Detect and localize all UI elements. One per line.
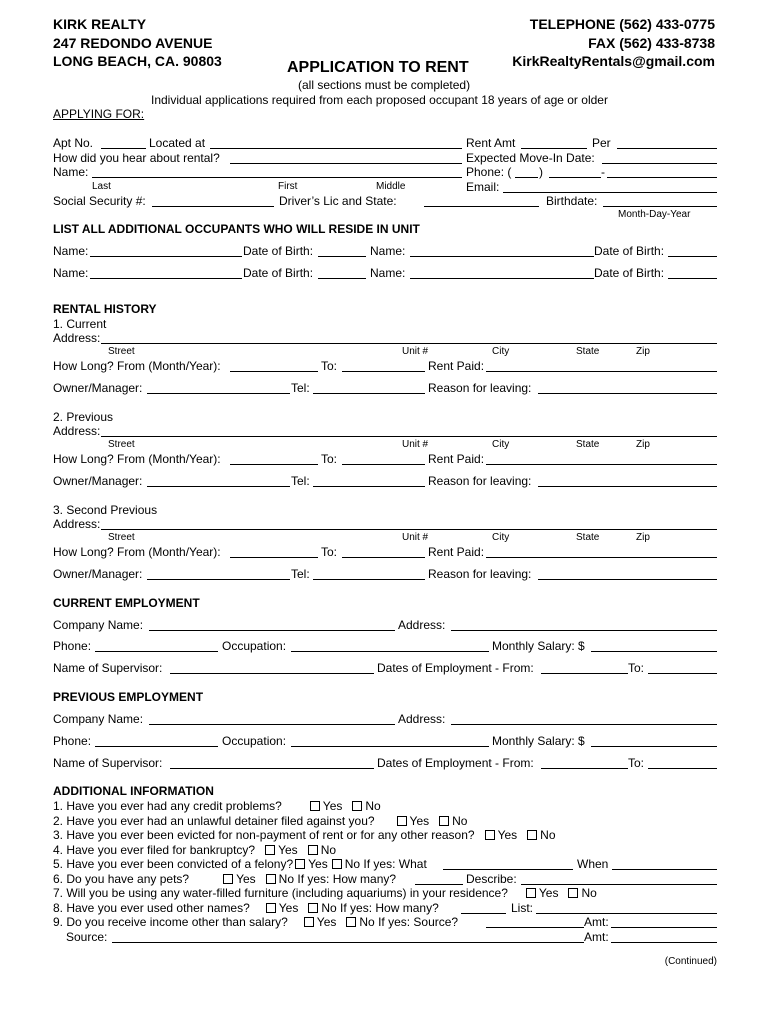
yes-label: Yes — [497, 828, 518, 842]
occupant-dob-label: Date of Birth: — [243, 266, 314, 280]
phone-label: Phone: ( — [466, 165, 512, 179]
employment-to-label: To: — [628, 661, 645, 675]
employment-from-field[interactable] — [541, 673, 628, 674]
company-name-label: Company Name: — [53, 712, 144, 726]
question-6-how-many-label: If yes: How many? — [297, 872, 397, 886]
name-field[interactable] — [92, 177, 462, 178]
occupant-dob-field[interactable] — [318, 278, 366, 279]
question-8-no-checkbox[interactable] — [308, 903, 318, 913]
previous-employment-heading: PREVIOUS EMPLOYMENT — [53, 690, 204, 704]
reason-label: Reason for leaving: — [428, 381, 532, 395]
question-4-no-checkbox[interactable] — [308, 845, 318, 855]
reason-label: Reason for leaving: — [428, 567, 532, 581]
street-sublabel: Street — [108, 439, 135, 450]
supervisor-field[interactable] — [170, 768, 374, 769]
rental-history-heading: RENTAL HISTORY — [53, 302, 157, 316]
occupant-name-label: Name: — [53, 244, 89, 258]
question-5-what-label: If yes: What — [363, 857, 427, 871]
rent-paid-label: Rent Paid: — [428, 452, 485, 466]
question-6 — [53, 872, 396, 886]
question-3-yes-checkbox[interactable] — [485, 830, 495, 840]
to-label: To: — [321, 359, 338, 373]
employment-from-field[interactable] — [541, 768, 628, 769]
unit-sublabel: Unit # — [402, 439, 429, 450]
company-address-line2: LONG BEACH, CA. 90803 — [53, 53, 222, 69]
street-sublabel: Street — [108, 532, 135, 543]
rental-previous-label: 2. Previous — [53, 410, 114, 424]
per-label: Per — [592, 136, 611, 150]
tel-field[interactable] — [313, 393, 425, 394]
rental-address-label: Address: — [53, 424, 101, 438]
state-sublabel: State — [576, 346, 600, 357]
supervisor-label: Name of Supervisor: — [53, 661, 163, 675]
rental-address-label: Address: — [53, 517, 101, 531]
question-9 — [53, 915, 458, 929]
question-6-describe-label: Describe: — [466, 872, 517, 886]
yes-label: Yes — [278, 843, 298, 857]
question-9-amt-field[interactable] — [611, 927, 717, 928]
question-1-no-checkbox[interactable] — [352, 801, 362, 811]
monthly-salary-label: Monthly Salary: $ — [492, 639, 585, 653]
supervisor-field[interactable] — [170, 673, 374, 674]
street-sublabel: Street — [108, 346, 135, 357]
phone-area-field[interactable] — [515, 177, 538, 178]
occupant-dob-label: Date of Birth: — [243, 244, 314, 258]
source-amt-field[interactable] — [611, 942, 717, 943]
rent-paid-field[interactable] — [486, 557, 717, 558]
question-8-how-many-field[interactable] — [461, 913, 506, 914]
employment-dates-label: Dates of Employment - From: — [377, 661, 534, 675]
rent-amt-label: Rent Amt — [466, 136, 516, 150]
move-in-label: Expected Move-In Date: — [466, 151, 595, 165]
rental-address-label: Address: — [53, 331, 101, 345]
drivers-license-field[interactable] — [424, 206, 539, 207]
tel-field[interactable] — [313, 486, 425, 487]
rental-current-label: 1. Current — [53, 317, 107, 331]
rent-paid-label: Rent Paid: — [428, 359, 485, 373]
how-long-to-field[interactable] — [342, 464, 425, 465]
employer-address-field[interactable] — [451, 630, 717, 631]
continued-note: (Continued) — [664, 956, 717, 967]
yes-label: Yes — [538, 886, 559, 900]
question-5-what-field[interactable] — [443, 869, 573, 870]
question-7 — [53, 886, 597, 900]
question-8 — [53, 901, 439, 915]
occupant-name-label: Name: — [370, 266, 406, 280]
no-label: No — [344, 857, 361, 871]
reason-field[interactable] — [538, 393, 717, 394]
owner-manager-field[interactable] — [147, 579, 290, 580]
unit-sublabel: Unit # — [402, 346, 429, 357]
monthly-salary-field[interactable] — [591, 746, 717, 747]
owner-manager-label: Owner/Manager: — [53, 381, 143, 395]
birthdate-field[interactable] — [603, 206, 717, 207]
question-9-source-field[interactable] — [486, 927, 584, 928]
question-3 — [53, 828, 556, 842]
occupant-dob-field[interactable] — [668, 256, 717, 257]
amt-label: Amt: — [584, 930, 609, 944]
question-8-list-field[interactable] — [536, 913, 717, 914]
owner-manager-label: Owner/Manager: — [53, 567, 143, 581]
to-label: To: — [321, 545, 338, 559]
employer-phone-field[interactable] — [95, 746, 218, 747]
question-1 — [53, 799, 381, 813]
current-employment-heading: CURRENT EMPLOYMENT — [53, 596, 200, 610]
employment-to-field[interactable] — [648, 673, 717, 674]
company-name-field[interactable] — [149, 630, 395, 631]
rent-amt-field[interactable] — [521, 148, 587, 149]
middle-sublabel: Middle — [376, 181, 406, 192]
per-field[interactable] — [617, 148, 717, 149]
ssn-label: Social Security #: — [53, 194, 146, 208]
company-address-line1: 247 REDONDO AVENUE — [53, 35, 213, 51]
occupants-heading: LIST ALL ADDITIONAL OCCUPANTS WHO WILL RESIDE IN UNIT — [53, 222, 420, 236]
question-6-describe-field[interactable] — [521, 884, 717, 885]
employment-to-field[interactable] — [648, 768, 717, 769]
source-label: Source: — [66, 930, 108, 944]
question-8-how-many-label: If yes: How many? — [340, 901, 439, 915]
first-sublabel: First — [278, 181, 298, 192]
no-label: No — [321, 901, 337, 915]
drivers-license-label: Driver’s Lic and State: — [279, 194, 397, 208]
occupation-label: Occupation: — [222, 639, 287, 653]
company-email: KirkRealtyRentals@gmail.com — [512, 53, 715, 69]
question-9-yes-checkbox[interactable] — [304, 917, 314, 927]
occupant-dob-label: Date of Birth: — [594, 266, 665, 280]
question-5-yes-checkbox[interactable] — [295, 859, 305, 869]
occupant-dob-field[interactable] — [668, 278, 717, 279]
question-4 — [53, 843, 336, 857]
how-long-label: How Long? From (Month/Year): — [53, 545, 221, 559]
company-name: KIRK REALTY — [53, 16, 147, 32]
phone-prefix-field[interactable] — [549, 177, 601, 178]
reason-label: Reason for leaving: — [428, 474, 532, 488]
form-title: APPLICATION TO RENT — [287, 59, 469, 76]
question-2-text: 2. Have you ever had an unlawful detainer filed against you? — [53, 814, 375, 828]
question-4-text: 4. Have you ever filed for bankruptcy? — [53, 843, 256, 857]
occupant-name-field[interactable] — [410, 278, 594, 279]
rental-address-field[interactable] — [101, 343, 717, 344]
how-long-to-field[interactable] — [342, 371, 425, 372]
question-2-no-checkbox[interactable] — [439, 816, 449, 826]
owner-manager-label: Owner/Manager: — [53, 474, 143, 488]
how-long-label: How Long? From (Month/Year): — [53, 359, 221, 373]
occupation-field[interactable] — [291, 746, 489, 747]
employer-phone-label: Phone: — [53, 639, 92, 653]
question-9-text: 9. Do you receive income other than salary? — [53, 915, 288, 929]
rental-address-field[interactable] — [101, 436, 717, 437]
employer-address-field[interactable] — [451, 724, 717, 725]
question-8-list-label: List: — [511, 901, 534, 915]
question-8-yes-checkbox[interactable] — [266, 903, 276, 913]
question-8-text: 8. Have you ever used other names? — [53, 901, 250, 915]
city-sublabel: City — [492, 346, 510, 357]
amt-label: Amt: — [584, 915, 609, 929]
question-5 — [53, 857, 427, 871]
occupation-field[interactable] — [291, 651, 489, 652]
question-6-no-checkbox[interactable] — [266, 874, 276, 884]
rent-paid-field[interactable] — [486, 371, 717, 372]
city-sublabel: City — [492, 532, 510, 543]
move-in-field[interactable] — [602, 163, 717, 164]
heard-label: How did you hear about rental? — [53, 151, 220, 165]
company-fax: FAX (562) 433-8738 — [588, 35, 715, 51]
tel-field[interactable] — [313, 579, 425, 580]
rent-paid-label: Rent Paid: — [428, 545, 485, 559]
zip-sublabel: Zip — [636, 532, 650, 543]
phone-close-paren: ) — [539, 165, 543, 179]
question-1-text: 1. Have you ever had any credit problems? — [53, 799, 282, 813]
located-at-label: Located at — [149, 136, 206, 150]
birthdate-label: Birthdate: — [546, 194, 598, 208]
heard-field[interactable] — [230, 163, 462, 164]
how-long-from-field[interactable] — [230, 371, 318, 372]
yes-label: Yes — [308, 857, 328, 871]
occupant-name-label: Name: — [53, 266, 89, 280]
question-6-how-many-field[interactable] — [415, 884, 463, 885]
yes-label: Yes — [278, 901, 299, 915]
occupant-name-field[interactable] — [90, 278, 242, 279]
question-3-text: 3. Have you ever been evicted for non-payment of rent or for any other reason? — [53, 828, 475, 842]
zip-sublabel: Zip — [636, 346, 650, 357]
monthly-salary-label: Monthly Salary: $ — [492, 734, 585, 748]
question-5-when-field[interactable] — [612, 869, 717, 870]
question-2 — [53, 814, 467, 828]
question-7-text: 7. Will you be using any water-filled furniture (including aquariums) in your residence? — [53, 886, 508, 900]
apt-no-field[interactable] — [101, 148, 146, 149]
yes-label: Yes — [316, 915, 337, 929]
no-label: No — [278, 872, 295, 886]
question-7-no-checkbox[interactable] — [568, 888, 578, 898]
occupant-dob-label: Date of Birth: — [594, 244, 665, 258]
question-6-yes-checkbox[interactable] — [223, 874, 233, 884]
owner-manager-field[interactable] — [147, 486, 290, 487]
zip-sublabel: Zip — [636, 439, 650, 450]
question-5-text: 5. Have you ever been convicted of a felony? — [53, 857, 294, 871]
employer-address-label: Address: — [398, 618, 446, 632]
question-5-when-label: When — [577, 857, 609, 871]
owner-manager-field[interactable] — [147, 393, 290, 394]
reason-field[interactable] — [538, 486, 717, 487]
state-sublabel: State — [576, 439, 600, 450]
occupation-label: Occupation: — [222, 734, 287, 748]
reason-field[interactable] — [538, 579, 717, 580]
monthly-salary-field[interactable] — [591, 651, 717, 652]
unit-sublabel: Unit # — [402, 532, 429, 543]
name-label: Name: — [53, 165, 89, 179]
question-4-yes-checkbox[interactable] — [265, 845, 275, 855]
tel-label: Tel: — [291, 381, 310, 395]
occupant-dob-field[interactable] — [318, 256, 366, 257]
yes-label: Yes — [236, 872, 256, 886]
source-field[interactable] — [112, 942, 584, 943]
employer-address-label: Address: — [398, 712, 446, 726]
how-long-from-field[interactable] — [230, 557, 318, 558]
occupant-name-label: Name: — [370, 244, 406, 258]
question-2-yes-checkbox[interactable] — [397, 816, 407, 826]
occupant-name-field[interactable] — [90, 256, 242, 257]
apt-no-label: Apt No. — [53, 136, 94, 150]
question-9-no-checkbox[interactable] — [346, 917, 356, 927]
no-label: No — [365, 799, 381, 813]
no-label: No — [359, 915, 375, 929]
company-telephone: TELEPHONE (562) 433-0775 — [529, 16, 715, 32]
no-label: No — [452, 814, 468, 828]
company-name-field[interactable] — [149, 724, 395, 725]
no-label: No — [581, 886, 597, 900]
question-7-yes-checkbox[interactable] — [526, 888, 536, 898]
question-3-no-checkbox[interactable] — [527, 830, 537, 840]
how-long-label: How Long? From (Month/Year): — [53, 452, 221, 466]
employment-dates-label: Dates of Employment - From: — [377, 756, 534, 770]
yes-label: Yes — [409, 814, 430, 828]
how-long-from-field[interactable] — [230, 464, 318, 465]
located-at-field[interactable] — [210, 148, 462, 149]
rent-paid-field[interactable] — [486, 464, 717, 465]
form-note-individual: Individual applications required from each proposed occupant 18 years of age or older — [151, 93, 608, 107]
state-sublabel: State — [576, 532, 600, 543]
rental-address-field[interactable] — [101, 529, 717, 530]
occupant-name-field[interactable] — [410, 256, 594, 257]
ssn-field[interactable] — [152, 206, 274, 207]
question-5-no-checkbox[interactable] — [332, 859, 342, 869]
question-1-yes-checkbox[interactable] — [310, 801, 320, 811]
company-name-label: Company Name: — [53, 618, 144, 632]
phone-dash: - — [601, 165, 605, 179]
yes-label: Yes — [322, 799, 343, 813]
month-day-year-sublabel: Month-Day-Year — [618, 209, 691, 220]
question-6-text: 6. Do you have any pets? — [53, 872, 190, 886]
city-sublabel: City — [492, 439, 510, 450]
applying-for-label: APPLYING FOR: — [53, 107, 145, 121]
employment-to-label: To: — [628, 756, 645, 770]
question-9-source-label: If yes: Source? — [378, 915, 459, 929]
last-sublabel: Last — [92, 181, 111, 192]
tel-label: Tel: — [291, 567, 310, 581]
additional-info-heading: ADDITIONAL INFORMATION — [53, 784, 214, 798]
employer-phone-field[interactable] — [95, 651, 218, 652]
email-field[interactable] — [503, 192, 717, 193]
supervisor-label: Name of Supervisor: — [53, 756, 163, 770]
tel-label: Tel: — [291, 474, 310, 488]
no-label: No — [320, 843, 337, 857]
form-note-sections: (all sections must be completed) — [298, 78, 471, 92]
employer-phone-label: Phone: — [53, 734, 92, 748]
email-label: Email: — [466, 180, 500, 194]
phone-number-field[interactable] — [607, 177, 717, 178]
how-long-to-field[interactable] — [342, 557, 425, 558]
to-label: To: — [321, 452, 338, 466]
rental-second-previous-label: 3. Second Previous — [53, 503, 158, 517]
no-label: No — [540, 828, 556, 842]
